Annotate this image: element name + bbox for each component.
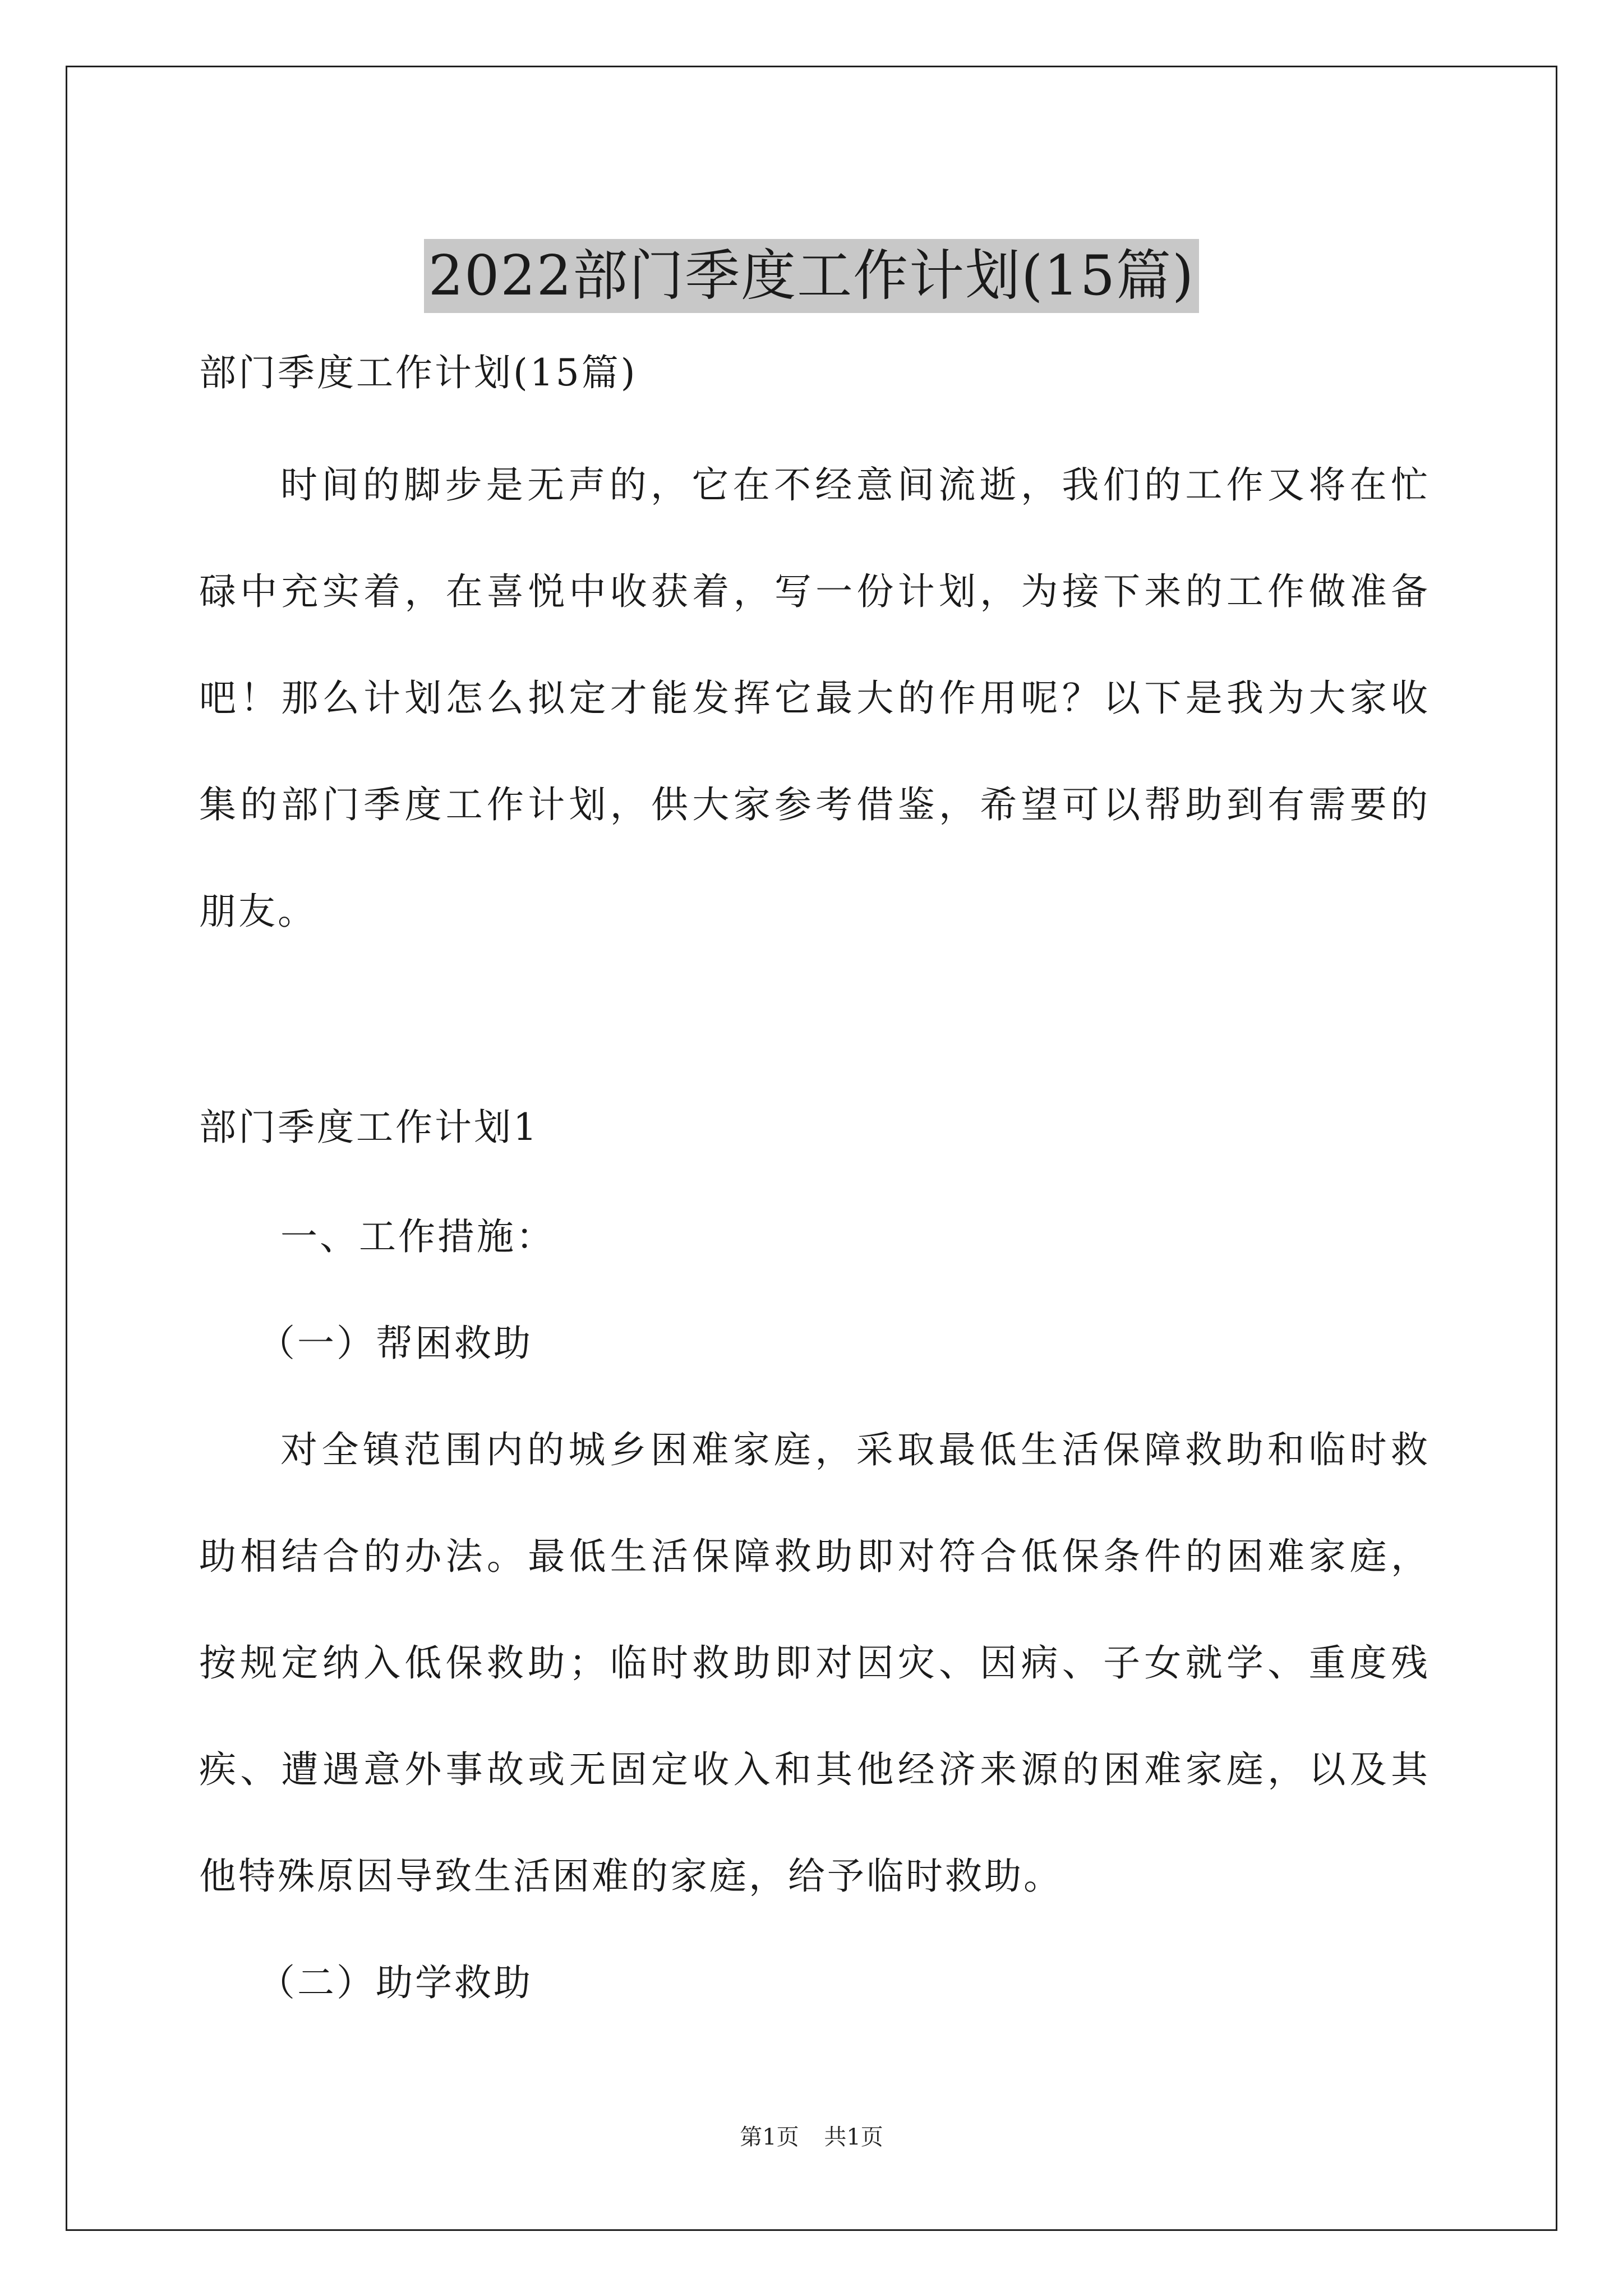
page-total: 共1页 xyxy=(824,2124,883,2150)
paragraph-line: 他特殊原因导致生活困难的家庭，给予临时救助。 xyxy=(199,1855,1063,1898)
intro-line: 集的部门季度工作计划，供大家参考借鉴，希望可以帮助到有需要的 xyxy=(199,783,1430,826)
title-block xyxy=(0,202,1623,349)
intro-line: 朋友。 xyxy=(199,890,317,933)
paragraph-line: 按规定纳入低保救助；临时救助即对因灾、因病、子女就学、重度残 xyxy=(199,1641,1430,1685)
section-heading: 部门季度工作计划1 xyxy=(199,1106,539,1149)
paragraph-line: 疾、遭遇意外事故或无固定收入和其他经济来源的困难家庭，以及其 xyxy=(199,1748,1430,1791)
page-footer xyxy=(0,2120,1623,2154)
sub-heading: （二）助学救助 xyxy=(258,1961,533,2004)
page-number: 第1页 xyxy=(740,2124,799,2150)
intro-line: 碌中充实着，在喜悦中收获着，写一份计划，为接下来的工作做准备 xyxy=(199,570,1430,613)
intro-line: 时间的脚步是无声的，它在不经意间流逝，我们的工作又将在忙 xyxy=(280,463,1430,507)
document-title: 2022部门季度工作计划(15篇) xyxy=(424,239,1200,313)
sub-heading: （一）帮困救助 xyxy=(258,1322,533,1365)
intro-line: 吧！那么计划怎么拟定才能发挥它最大的作用呢？以下是我为大家收 xyxy=(199,677,1430,720)
paragraph-line: 对全镇范围内的城乡困难家庭，采取最低生活保障救助和临时救 xyxy=(280,1428,1430,1471)
measures-heading: 一、工作措施： xyxy=(280,1215,555,1258)
document-subtitle: 部门季度工作计划(15篇) xyxy=(199,351,638,394)
paragraph-line: 助相结合的办法。最低生活保障救助即对符合低保条件的困难家庭， xyxy=(199,1535,1430,1578)
